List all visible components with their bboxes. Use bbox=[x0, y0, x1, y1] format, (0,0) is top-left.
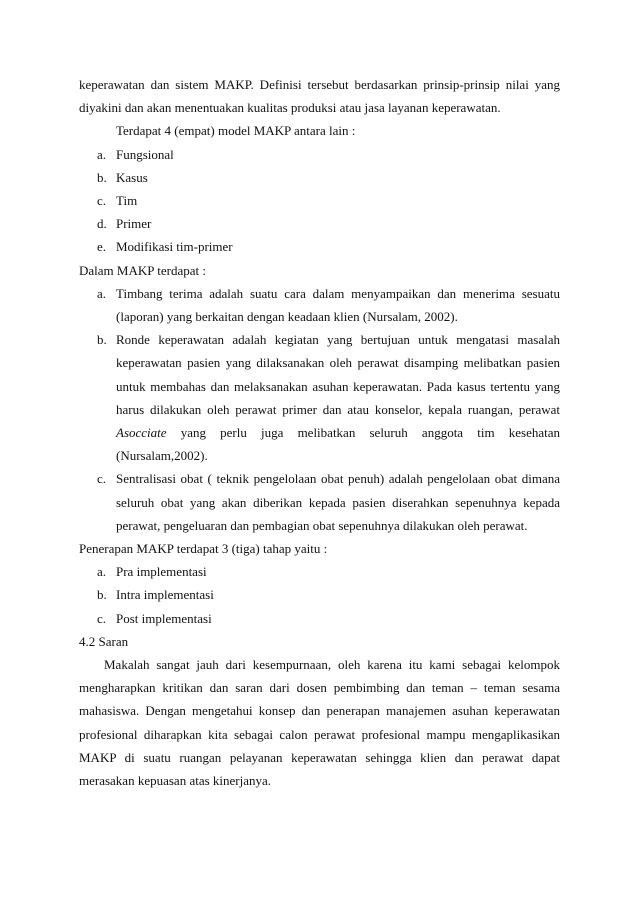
list-item-text bbox=[116, 328, 560, 467]
list-item bbox=[79, 212, 560, 235]
stages-heading: Penerapan MAKP terdapat 3 (tiga) tahap yaitu : bbox=[79, 541, 328, 557]
list-marker: a. bbox=[97, 146, 107, 162]
list-item-text: Sentralisasi obat ( teknik pengelolaan obat penuh) adalah pengelolaan obat dimana seluruh obat yang akan diberikan kepada pasien diserahkan sepenuhnya kepada perawat, pengeluaran dan pembagian obat sepenuhnya dilakukan oleh perawat. bbox=[116, 471, 560, 533]
list-item bbox=[79, 282, 560, 328]
intro-paragraph: keperawatan dan sistem MAKP. Definisi tersebut berdasarkan prinsip-prinsip nilai yang diyakini dan akan menentuakan kualitas produksi atau jasa layanan keperawatan. bbox=[79, 77, 560, 116]
list-item bbox=[79, 235, 560, 258]
list-item bbox=[79, 143, 560, 166]
list-item bbox=[79, 166, 560, 189]
list-marker: b. bbox=[97, 332, 107, 348]
list-item-text: Pra implementasi bbox=[116, 564, 207, 580]
list-item bbox=[79, 560, 560, 583]
list-marker: b. bbox=[97, 587, 107, 603]
stages-list bbox=[79, 560, 560, 630]
list-marker: e. bbox=[97, 239, 107, 255]
list-item bbox=[79, 189, 560, 212]
list-item-text: Kasus bbox=[116, 169, 148, 185]
list-item bbox=[79, 583, 560, 606]
italic-term: Asocciate bbox=[116, 425, 167, 441]
list-item bbox=[79, 467, 560, 537]
list-marker: a. bbox=[97, 285, 107, 301]
list-item bbox=[79, 607, 560, 630]
list-item-text: Tim bbox=[116, 193, 138, 209]
list-item-text: Intra implementasi bbox=[116, 587, 214, 603]
section-heading-saran: 4.2 Saran bbox=[79, 633, 129, 649]
list-marker: c. bbox=[97, 193, 107, 209]
list-marker: d. bbox=[97, 216, 107, 232]
list-marker: c. bbox=[97, 471, 107, 487]
list-item-text: Post implementasi bbox=[116, 610, 212, 626]
list-marker: a. bbox=[97, 564, 107, 580]
list-item-text: Fungsional bbox=[116, 146, 174, 162]
list-item-text-part: yang perlu juga melibatkan seluruh anggota tim kesehatan (Nursalam,2002). bbox=[116, 425, 560, 464]
makp-heading: Dalam MAKP terdapat : bbox=[79, 262, 206, 278]
makp-items-list bbox=[79, 282, 560, 537]
models-intro-paragraph: Terdapat 4 (empat) model MAKP antara lain : bbox=[116, 123, 356, 139]
list-item bbox=[79, 328, 560, 467]
list-item-text-part: Ronde keperawatan adalah kegiatan yang bertujuan untuk mengatasi masalah keperawatan pasien yang dilaksanakan oleh perawat disamping melibatkan pasien untuk membahas dan melaksanakan asuhan keperawatan. Pada kasus tertentu yang harus dilakukan oleh perawat primer dan atau konselor, kepala ruangan, perawat bbox=[116, 332, 560, 417]
list-item-text: Primer bbox=[116, 216, 152, 232]
document-page bbox=[79, 73, 560, 792]
list-item-text: Modifikasi tim-primer bbox=[116, 239, 233, 255]
list-marker: b. bbox=[97, 169, 107, 185]
makp-models-list bbox=[79, 143, 560, 259]
saran-paragraph: Makalah sangat jauh dari kesempurnaan, oleh karena itu kami sebagai kelompok mengharapkan kritikan dan saran dari dosen pembimbing dan teman – teman sesama mahasiswa. Dengan mengetahui konsep dan penerapan manajemen asuhan keperawatan profesional diharapkan kita sebagai calon perawat profesional mampu mengaplikasikan MAKP di suatu ruangan pelayanan keperawatan sehingga klien dan perawat dapat merasakan kepuasan atas kinerjanya. bbox=[79, 657, 560, 789]
list-marker: c. bbox=[97, 610, 107, 626]
list-item-text: Timbang terima adalah suatu cara dalam menyampaikan dan menerima sesuatu (laporan) yang berkaitan dengan keadaan klien (Nursalam, 2002). bbox=[116, 285, 560, 325]
